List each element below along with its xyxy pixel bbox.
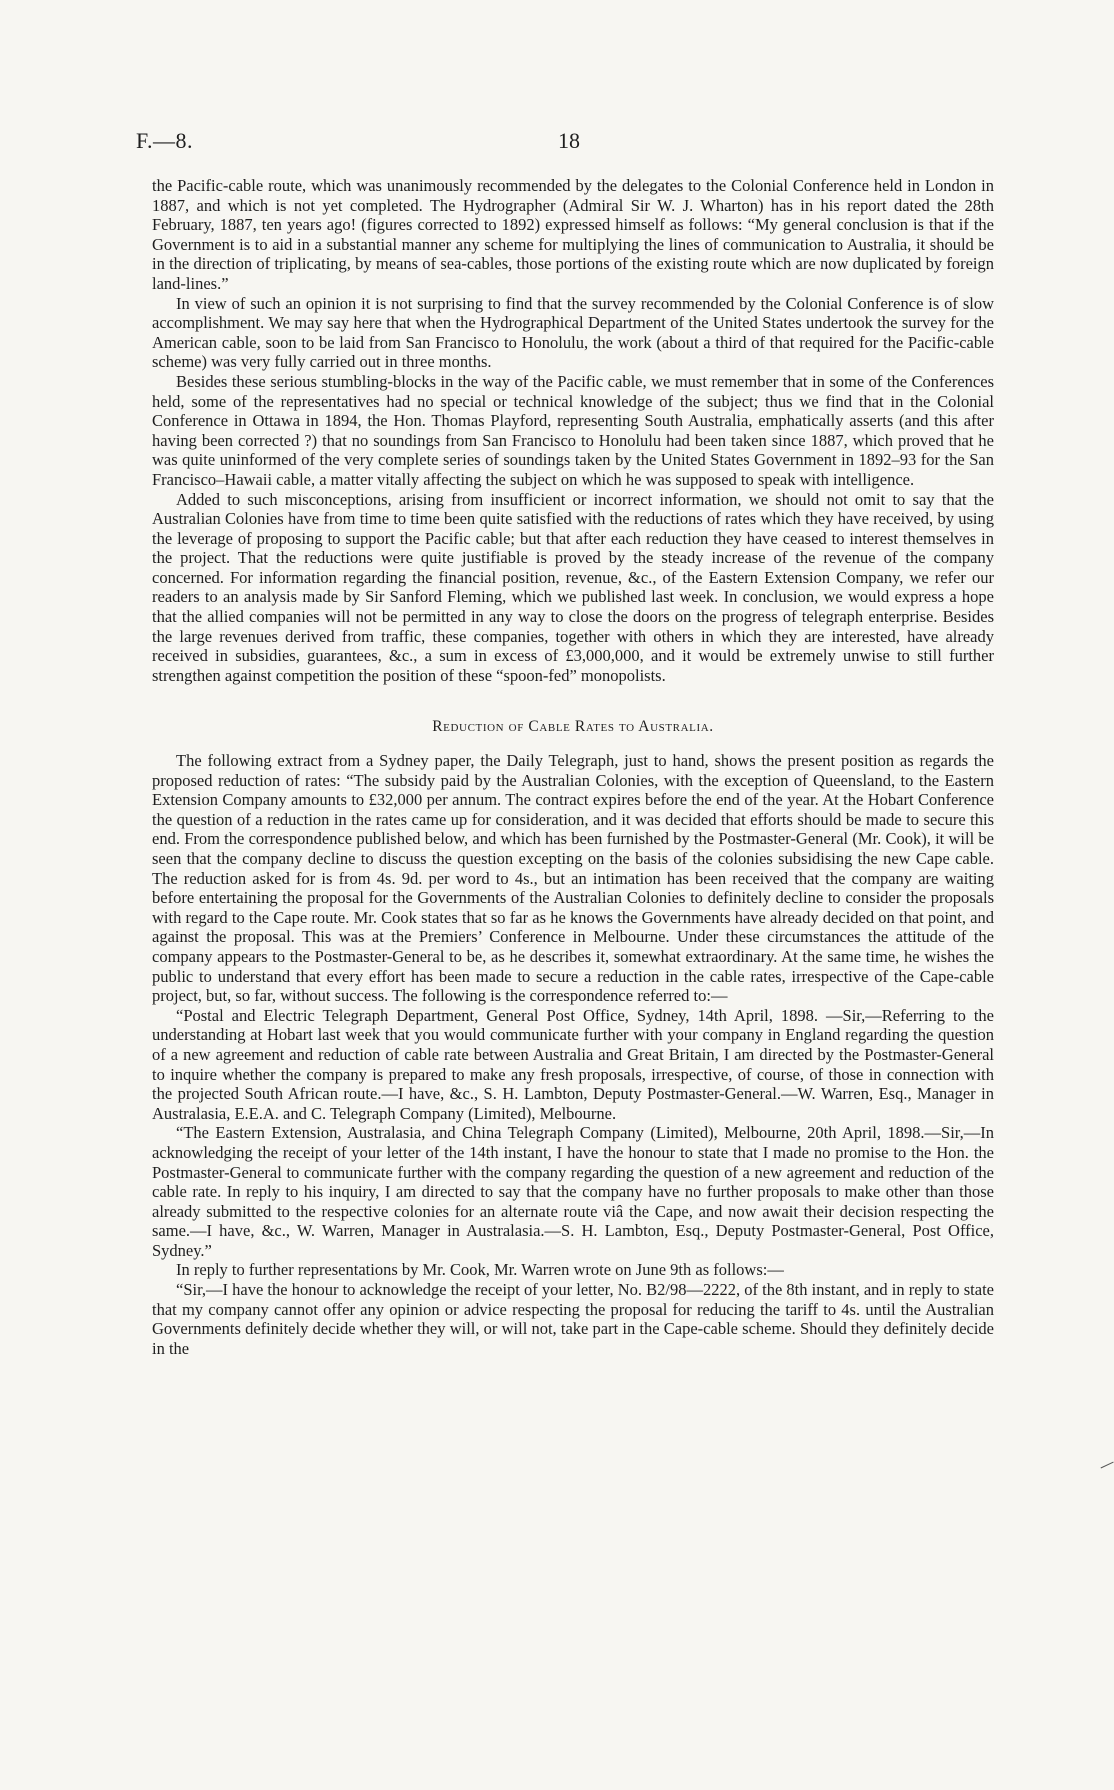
page-header [136,128,996,158]
body-text [152,176,994,1358]
paragraph: The following extract from a Sydney paper, the Daily Telegraph, just to hand, shows the present position as regards the proposed reduction of rates: “The subsidy paid by the Australian Colonies, with the exception of Queensland, to the Eastern Extension Company amounts to £32,000 per annum. The contract expires before the end of the year. At the Hobart Conference the question of a reduction in the rates came up for consideration, and it was decided that efforts should be made to secure this end. From the correspondence published below, and which has been furnished by the Postmaster-General (Mr. Cook), it will be seen that the company decline to discuss the question excepting on the basis of the colonies subsidising the new Cape cable. The reduction asked for is from 4s. 9d. per word to 4s., but an intimation has been received that the company are waiting before entertaining the proposal for the Governments of the Australian Colonies to definitely decline to consider the proposals with regard to the Cape route. Mr. Cook states that so far as he knows the Governments have already decided on that point, and against the proposal. This was at the Premiers’ Conference in Melbourne. Under these circumstances the attitude of the company appears to the Postmaster-General to be, as he describes it, somewhat extraordinary. At the same time, he wishes the public to understand that every effort has been made to secure a reduction in the cable rates, irrespective of the Cape-cable project, but, so far, without success. The following is the correspondence referred to:— [152,751,994,1006]
paragraph: Added to such misconceptions, arising from insufficient or incorrect information, we should not omit to say that the Australian Colonies have from time to time been quite satisfied with the reductions of rates which they have received, by using the leverage of proposing to support the Pacific cable; but that after each reduction they have ceased to interest themselves in the project. That the reductions were quite justifiable is proved by the steady increase of the revenue of the company concerned. For information regarding the financial position, revenue, &c., of the Eastern Extension Company, we refer our readers to an analysis made by Sir Sanford Fleming, which we published last week. In conclusion, we would express a hope that the allied companies will not be permitted in any way to close the doors on the progress of telegraph enterprise. Besides the large revenues derived from traffic, these companies, together with others in which they are interested, have already received in subsidies, guarantees, &c., a sum in excess of £3,000,000, and it would be extremely unwise to still further strengthen against competition the position of these “spoon-fed” monopolists. [152,489,994,685]
paragraph: Besides these serious stumbling-blocks in the way of the Pacific cable, we must remember that in some of the Conferences held, some of the representatives had no special or technical knowledge of the subject; thus we find that in the Colonial Conference in Ottawa in 1894, the Hon. Thomas Playford, representing South Australia, emphatically asserts (and this after having been corrected ?) that no soundings from San Francisco to Honolulu had been taken since 1887, which proved that he was quite uninformed of the very complete series of soundings taken by the United States Government in 1892–93 for the San Francisco–Hawaii cable, a matter vitally affecting the subject on which he was supposed to speak with intelligence. [152,371,994,489]
paragraph: the Pacific-cable route, which was unanimously recommended by the delegates to the Colonial Conference held in London in 1887, and which is not yet completed. The Hydrographer (Admiral Sir W. J. Wharton) has in his report dated the 28th February, 1887, ten years ago! (figures corrected to 1892) expressed himself as follows: “My general conclusion is that if the Government is to aid in a substantial manner any scheme for multiplying the lines of communication to Australia, it should be in the direction of triplicating, by means of sea-cables, those portions of the existing route which are now duplicated by foreign land-lines.” [152,176,994,293]
paragraph: “Sir,—I have the honour to acknowledge the receipt of your letter, No. B2/98—2222, of the 8th instant, and in reply to state that my company cannot offer any opinion or advice respecting the proposal for reducing the tariff to 4s. until the Australian Governments definitely decide whether they will, or will not, take part in the Cape-cable scheme. Should they definitely decide in the [152,1280,994,1358]
paragraph: In view of such an opinion it is not surprising to find that the survey recommended by the Colonial Conference is of slow accomplishment. We may say here that when the Hydrographical Department of the United States undertook the survey for the American cable, soon to be laid from San Francisco to Honolulu, the work (about a third of that required for the Pacific-cable scheme) was very fully carried out in three months. [152,293,994,372]
margin-tick-mark [1096,1453,1113,1469]
page-number: 18 [558,128,580,153]
document-reference: F.—8. [136,128,193,153]
paragraph: “The Eastern Extension, Australasia, and China Telegraph Company (Limited), Melbourne, 20th April, 1898.—Sir,—In acknowledging the receipt of your letter of the 14th instant, I have the honour to state that I made no promise to the Hon. the Postmaster-General to communicate further with the company regarding the question of a new agreement and reduction of the cable rate. In reply to his inquiry, I am directed to say that the company have no further proposals to make other than those already submitted to the respective colonies for an alternate route viâ the Cape, and now await their decision respecting the same.—I have, &c., W. Warren, Manager in Australasia.—S. H. Lambton, Esq., Deputy Postmaster-General, Post Office, Sydney.” [152,1123,994,1260]
paragraph: In reply to further representations by Mr. Cook, Mr. Warren wrote on June 9th as follows:— [176,1260,784,1280]
section-heading: Reduction of Cable Rates to Australia. [432,718,714,736]
paragraph: “Postal and Electric Telegraph Department, General Post Office, Sydney, 14th April, 1898. —Sir,—Referring to the understanding at Hobart last week that you would communicate further with your company in England regarding the question of a new agreement and reduction of cable rate between Australia and Great Britain, I am directed by the Postmaster-General to inquire whether the company is prepared to make any fresh proposals, irrespective, of course, of those in connection with the projected South African route.—I have, &c., S. H. Lambton, Deputy Postmaster-General.—W. Warren, Esq., Manager in Australasia, E.E.A. and C. Telegraph Company (Limited), Melbourne. [152,1005,994,1123]
